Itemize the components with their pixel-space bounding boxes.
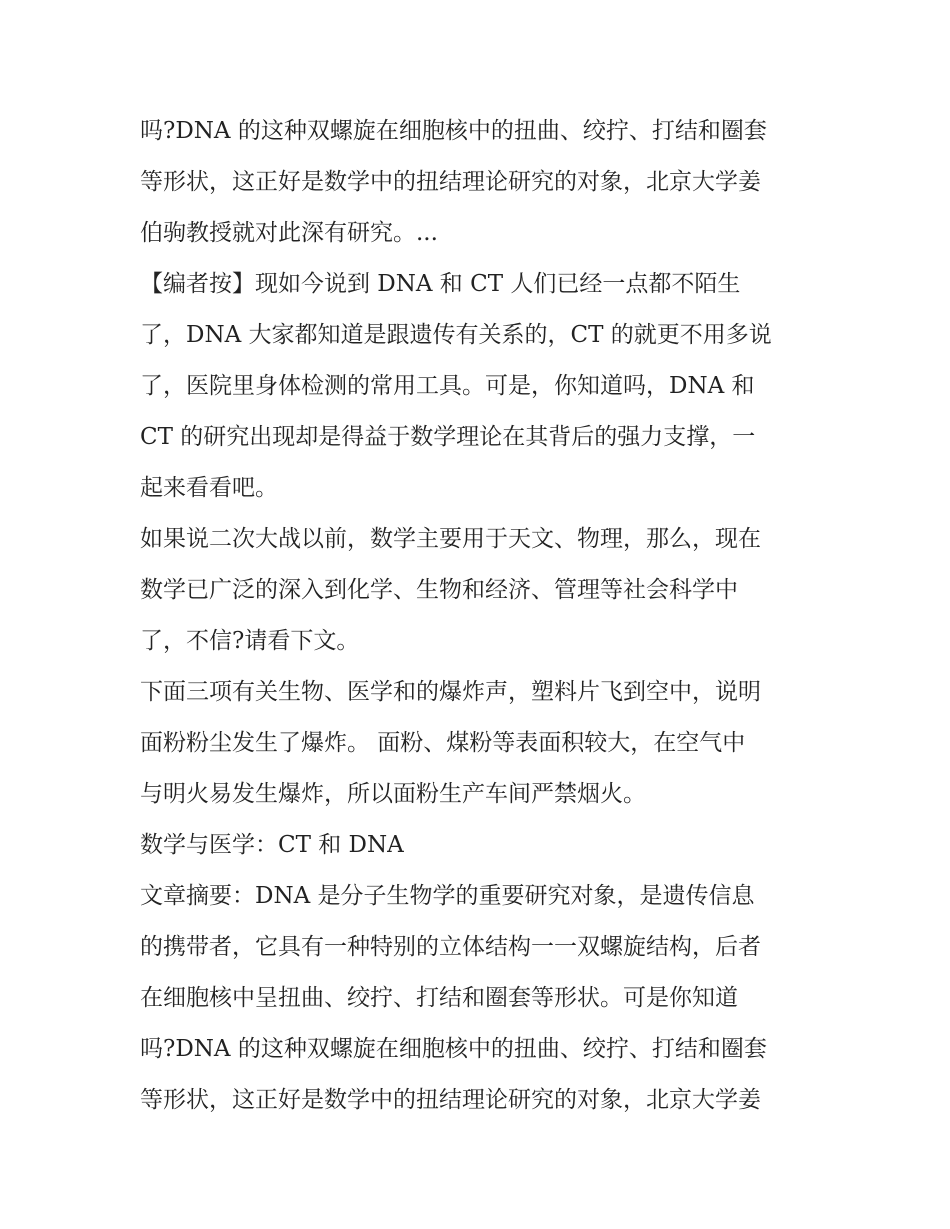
text-line: 面粉粉尘发生了爆炸。 面粉、煤粉等表面积较大，在空气中 — [140, 730, 746, 756]
text-line: 在细胞核中呈扭曲、绞拧、打结和圈套等形状。可是你知道 — [140, 985, 738, 1011]
text-line: 伯驹教授就对此深有研究。... — [140, 220, 438, 246]
text-line: 了，医院里身体检测的常用工具。可是，你知道吗，DNA 和 — [140, 373, 755, 399]
text-line: CT 的研究出现却是得益于数学理论在其背后的强力支撑，一 — [140, 424, 756, 450]
text-line: 与明火易发生爆炸，所以面粉生产车间严禁烟火。 — [140, 781, 646, 807]
text-line: 等形状，这正好是数学中的扭结理论研究的对象，北京大学姜 — [140, 169, 761, 195]
section-heading: 数学与医学：CT 和 DNA — [140, 832, 404, 858]
text-line: 数学已广泛的深入到化学、生物和经济、管理等社会科学中 — [140, 577, 738, 603]
text-line: 【编者按】现如今说到 DNA 和 CT 人们已经一点都不陌生 — [140, 271, 741, 297]
text-line: 下面三项有关生物、医学和的爆炸声，塑料片飞到空中，说明 — [140, 679, 761, 705]
text-line: 了，DNA 大家都知道是跟遗传有关系的，CT 的就更不用多说 — [140, 322, 772, 348]
document-body — [140, 106, 830, 1126]
text-line: 如果说二次大战以前，数学主要用于天文、物理，那么，现在 — [140, 526, 761, 552]
text-line: 的携带者，它具有一种特别的立体结构一一双螺旋结构，后者 — [140, 934, 761, 960]
text-line: 起来看看吧。 — [140, 475, 278, 501]
text-line: 吗?DNA 的这种双螺旋在细胞核中的扭曲、绞拧、打结和圈套 — [140, 118, 767, 144]
text-line: 等形状，这正好是数学中的扭结理论研究的对象，北京大学姜 — [140, 1087, 761, 1113]
text-line: 吗?DNA 的这种双螺旋在细胞核中的扭曲、绞拧、打结和圈套 — [140, 1036, 767, 1062]
text-line: 了，不信?请看下文。 — [140, 628, 360, 654]
text-line: 文章摘要：DNA 是分子生物学的重要研究对象，是遗传信息 — [140, 883, 755, 909]
